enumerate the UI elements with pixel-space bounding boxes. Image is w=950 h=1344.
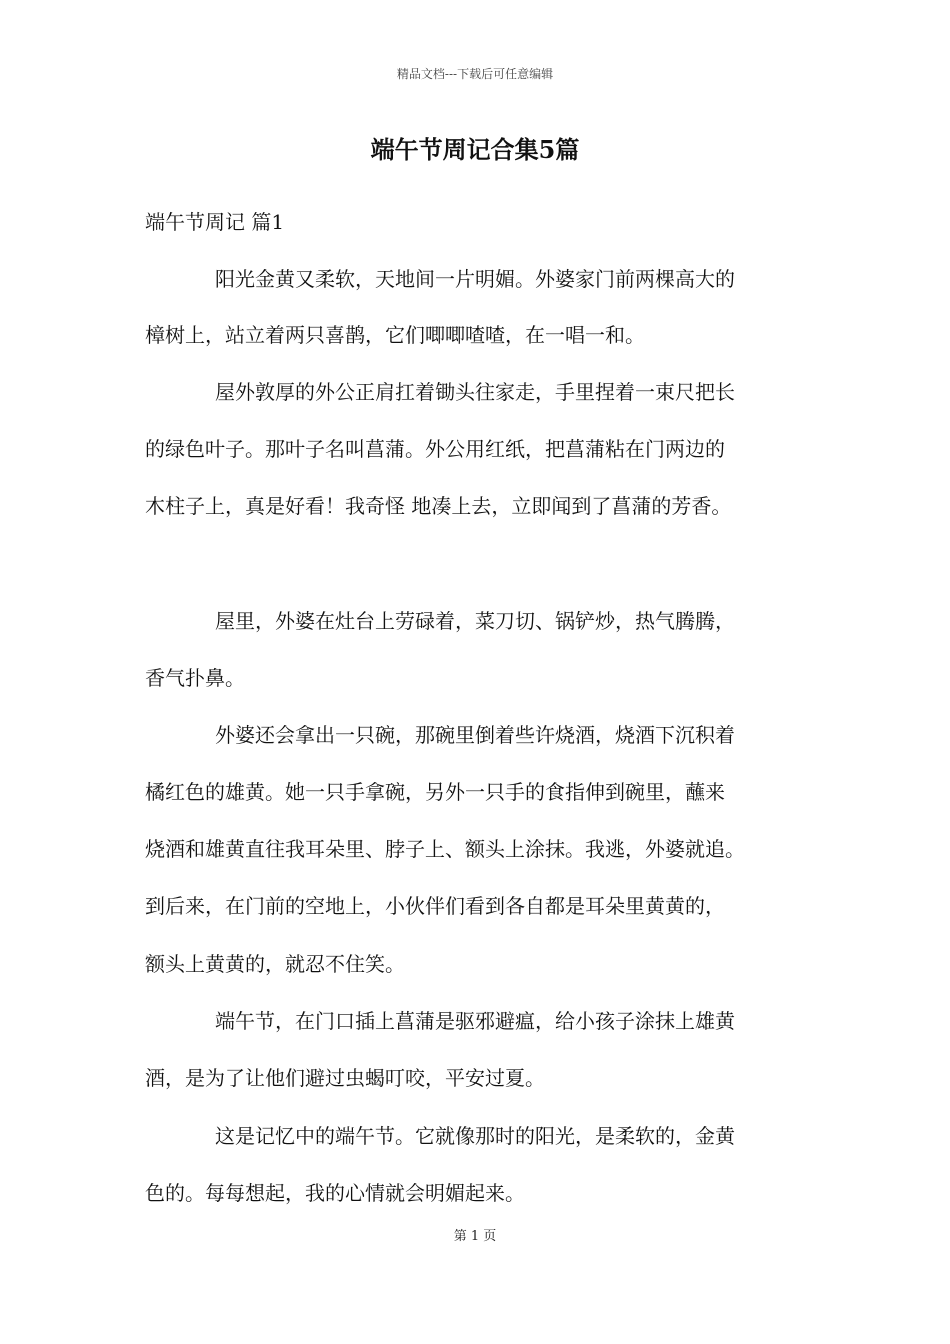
- paragraph-line: 木柱子上，真是好看！我奇怪 地凑上去，立即闻到了菖蒲的芳香。: [145, 494, 732, 518]
- document-title: 端午节周记合集5篇: [370, 135, 580, 164]
- paragraph-line: 外婆还会拿出一只碗，那碗里倒着些许烧酒，烧酒下沉积着: [215, 723, 735, 747]
- paragraph-line: 色的。每每想起，我的心情就会明媚起来。: [145, 1181, 525, 1205]
- paragraph-line: 屋里，外婆在灶台上劳碌着，菜刀切、锅铲炒，热气腾腾，: [215, 609, 735, 633]
- page-number: 第 1 页: [453, 1229, 497, 1244]
- paragraph-line: 橘红色的雄黄。她一只手拿碗，另外一只手的食指伸到碗里，蘸来: [145, 780, 725, 804]
- paragraph-line: 烧酒和雄黄直往我耳朵里、脖子上、额头上涂抹。我逃，外婆就追。: [145, 837, 745, 861]
- paragraph-line: 这是记忆中的端午节。它就像那时的阳光，是柔软的，金黄: [215, 1124, 735, 1148]
- page-header: 精品文档---下载后可任意编辑: [396, 67, 554, 81]
- paragraph-line: 香气扑鼻。: [145, 666, 245, 690]
- paragraph-line: 阳光金黄又柔软，天地间一片明媚。外婆家门前两棵高大的: [215, 267, 735, 291]
- paragraph-line: 的绿色叶子。那叶子名叫菖蒲。外公用红纸，把菖蒲粘在门两边的: [145, 437, 725, 461]
- paragraph-line: 端午节，在门口插上菖蒲是驱邪避瘟，给小孩子涂抹上雄黄: [215, 1009, 735, 1033]
- paragraph-line: 屋外敦厚的外公正肩扛着锄头往家走，手里捏着一束尺把长: [215, 380, 735, 404]
- paragraph-line: 额头上黄黄的，就忍不住笑。: [145, 952, 405, 976]
- section-heading: 端午节周记 篇1: [145, 210, 285, 234]
- paragraph-line: 到后来，在门前的空地上，小伙伴们看到各自都是耳朵里黄黄的，: [145, 894, 725, 918]
- paragraph-line: 酒，是为了让他们避过虫蝎叮咬，平安过夏。: [145, 1066, 545, 1090]
- paragraph-line: 樟树上，站立着两只喜鹊，它们唧唧喳喳，在一唱一和。: [145, 323, 645, 347]
